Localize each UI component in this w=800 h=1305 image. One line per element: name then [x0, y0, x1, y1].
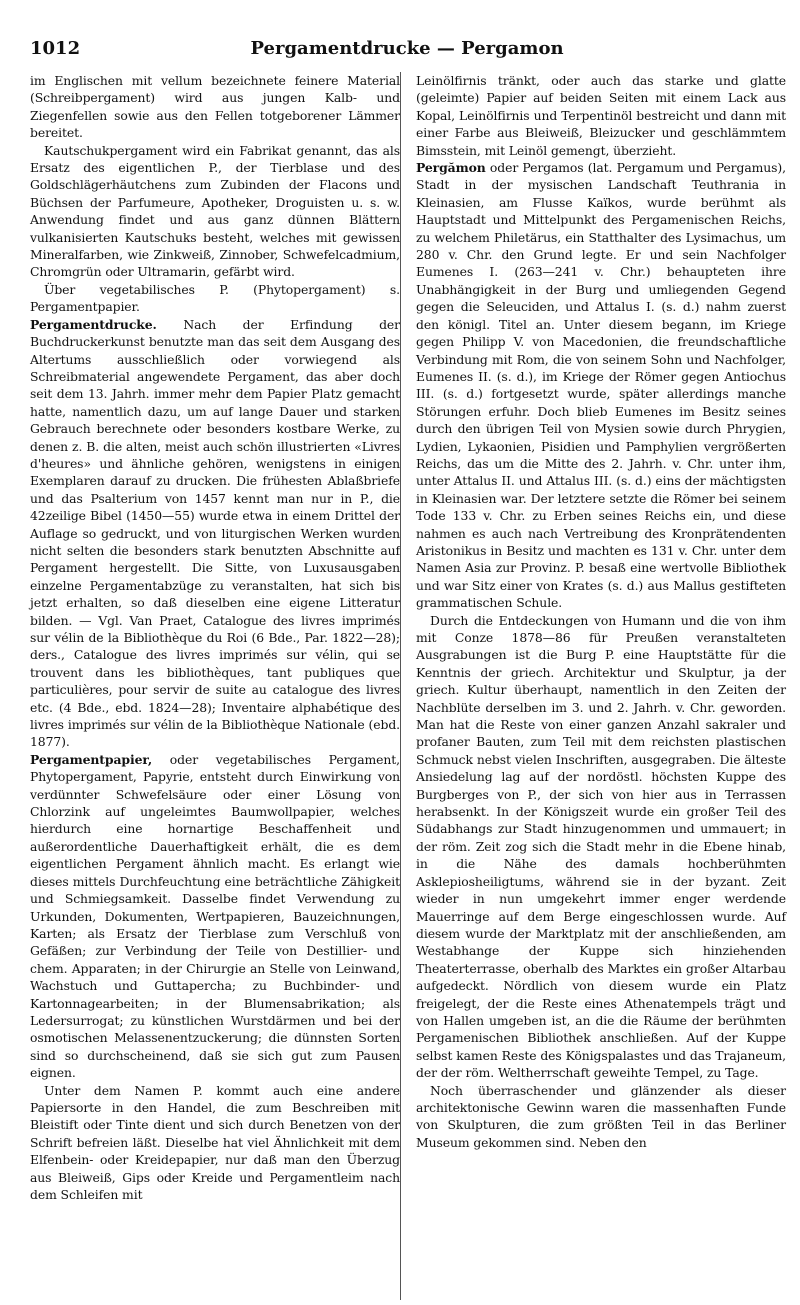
- paragraph-text: Noch überraschender und glänzender als dieser architektonische Gewinn waren die massenhaften Funde von Skulpturen, die zum größten Teil in das Berliner Museum gekommen sind. Neben den: [416, 1082, 786, 1150]
- paragraph: [30, 751, 400, 1082]
- paragraph: [30, 142, 400, 281]
- paragraph: [416, 612, 786, 1082]
- paragraph-text: Über vegetabilisches P. (Phytopergament) s. Pergamentpapier.: [30, 281, 400, 315]
- paragraph: [30, 1082, 400, 1204]
- entry-headword: Pergămon: [416, 160, 486, 176]
- entry-headword: Pergamentdrucke.: [30, 316, 157, 332]
- running-title: Pergamentdrucke — Pergamon: [250, 38, 564, 59]
- paragraph: [416, 72, 786, 159]
- paragraph-text: Nach der Erfindung der Buchdruckerkunst benutzte man das seit dem Ausgang des Altertums ausschließlich oder vorwiegend als Schreibmaterial angewendete Pergament, das aber doch seit dem 13. Jahrh. immer mehr dem Papier Platz gemacht hatte, namentlich dazu, um auf lange Dauer und starken Gebrauch berechnete oder besonders kostbare Werke, zu denen z. B. die alten, meist auch schön illustrierten «Livres d'heures» und ähnliche gehören, wenigstens in einigen Exemplaren darauf zu drucken. Die frühesten Ablaßbriefe und das Psalterium von 1457 kennt man nur in P., die 42zeilige Bibel (1450—55) wurde etwa in einem Drittel der Auflage so gedruckt, und von liturgischen Werken wurden nicht selten die besonders stark benutzten Abschnitte auf Pergament hergestellt. Die Sitte, von Luxusausgaben einzelne Pergamentabzüge zu veranstalten, hat sich bis jetzt erhalten, so daß dieselben eine eigene Litteratur bilden. — Vgl. Van Praet, Catalogue des livres imprimés sur vélin de la Bibliothèque du Roi (6 Bde., Par. 1822—28); ders., Catalogue des livres imprimés sur vélin, qui se trouvent dans les bibliothèques, tant publiques que particulières, pour servir de suite au catalogue des livres etc. (4 Bde., ebd. 1824—28); Inventaire alphabétique des livres imprimés sur vélin de la Bibliothèque Nationale (ebd. 1877).: [30, 316, 400, 750]
- paragraph: [30, 281, 400, 316]
- left-column: [30, 72, 400, 1203]
- paragraph-text: Durch die Entdeckungen von Humann und die von ihm mit Conze 1878—86 für Preußen veranstalteten Ausgrabungen ist die Burg P. eine Hauptstätte für die Kenntnis der griech. Architektur und Skulptur, ja der griech. Kultur überhaupt, namentlich in den Zeiten der Nachblüte derselben im 3. und 2. Jahrh. v. Chr. geworden. Man hat die Reste von einer ganzen Anzahl sakraler und profaner Bauten, zum Teil mit dem reichsten plastischen Schmuck nebst vielen Inschriften, ausgegraben. Die älteste Ansiedelung lag auf der nordöstl. höchsten Kuppe des Burgberges von P., der sich von hier aus in Terrassen herabsenkt. In der Königszeit wurde ein großer Teil des Südabhangs zur Stadt hinzugenommen und ummauert; in der röm. Zeit zog sich die Stadt mehr in die Ebene hinab, in die Nähe des damals hochberühmten Asklepiosheiligtums, während sie in der byzant. Zeit wieder in nun umgekehrt immer enger werdende Mauerringe auf dem Berge eingeschlossen wurde. Auf diesem wurde der Marktplatz mit der anschließenden, am Westabhange der Kuppe sich hinziehenden Theaterterrasse, oberhalb des Marktes ein großer Altarbau aufgedeckt. Nördlich von diesem wurde ein Platz freigelegt, der die Reste eines Athenatempels trägt und von Hallen umgeben ist, an die die Räume der berühmten Pergamenischen Bibliothek anschließen. Auf der Kuppe selbst kamen Reste des Königspalastes und das Trajaneum, der der röm. Weltherrschaft geweihte Tempel, zu Tage.: [416, 612, 786, 1081]
- paragraph: [416, 159, 786, 612]
- paragraph-text: oder vegetabilisches Pergament, Phytopergament, Papyrie, entsteht durch Einwirkung von verdünnter Schwefelsäure oder einer Lösung von Chlorzink auf ungeleimtes Baumwollpapier, welches hierdurch eine hornartige Beschaffenheit und außerordentliche Dauerhaftigkeit erhält, die es dem eigentlichen Pergament ähnlich macht. Es erlangt wie dieses mittels Durchfeuchtung eine beträchtliche Zähigkeit und Schmiegsamkeit. Dasselbe findet Verwendung zu Urkunden, Dokumenten, Wertpapieren, Bauzeichnungen, Karten; als Ersatz der Tierblase zum Verschluß von Gefäßen; zur Verbindung der Teile von Destillier- und chem. Apparaten; in der Chirurgie an Stelle von Leinwand, Wachstuch und Guttapercha; zu Buchbinder- und Kartonnagearbeiten; in der Blumensabrikation; als Ledersurrogat; zu künstlichen Wurstdärmen und bei der osmotischen Melassenentzuckerung; die dünnsten Sorten sind so durchscheinend, daß sie sich gut zum Pausen eignen.: [30, 751, 400, 1081]
- paragraph-text: im Englischen mit vellum bezeichnete feinere Material (Schreibpergament) wird aus jungen Kalb- und Ziegenfellen sowie aus den Fellen totgeborener Lämmer bereitet.: [30, 73, 400, 141]
- entry-headword: Pergamentpapier,: [30, 751, 153, 767]
- page-number: 1012: [30, 38, 81, 59]
- paragraph-text: oder Pergamos (lat. Pergamum und Pergamus), Stadt in der mysischen Landschaft Teuthrania in Kleinasien, am Flusse Kaïkos, wurde berühmt als Hauptstadt und Mittelpunkt des Pergamenischen Reichs, zu welchem Philetärus, ein Statthalter des Lysimachus, um 280 v. Chr. den Grund legte. Er und sein Nachfolger Eumenes I. (263—241 v. Chr.) behaupteten ihre Unabhängigkeit in der Burg und umliegenden Gegend gegen die Seleuciden, und Attalus I. (s. d.) nahm zuerst den königl. Titel an. Unter diesem begann, im Kriege gegen Philipp V. von Macedonien, die freundschaftliche Verbindung mit Rom, die von seinem Sohn und Nachfolger, Eumenes II. (s. d.), im Kriege der Römer gegen Antiochus III. (s. d.) fortgesetzt wurde, später allerdings manche Störungen erfuhr. Doch blieb Eumenes im Besitz seines durch den übrigen Teil von Mysien sowie durch Phrygien, Lydien, Lykaonien, Pisidien und Pamphylien vergrößerten Reichs, das um die Mitte des 2. Jahrh. v. Chr. unter ihm, unter Attalus II. und Attalus III. (s. d.) eins der mächtigsten in Kleinasien war. Der letztere setzte die Römer bei seinem Tode 133 v. Chr. zu Erben seines Reichs ein, und diese nahmen es auch nach Vertreibung des Kronprätendenten Aristonikus in Besitz und machten es 131 v. Chr. unter dem Namen Asia zur Provinz. P. besaß eine wertvolle Bibliothek und war Sitz einer von Krates (s. d.) aus Mallus gestifteten grammatischen Schule.: [416, 160, 786, 611]
- paragraph: [416, 1082, 786, 1152]
- right-column: [416, 72, 786, 1151]
- page-header: [30, 30, 784, 64]
- paragraph-text: Kautschukpergament wird ein Fabrikat genannt, das als Ersatz des eigentlichen P., der Tierblase und des Goldschlägerhäutchens zum Zubinden der Flacons und Büchsen der Parfumeure, Apotheker, Droguisten u. s. w. Anwendung findet und aus ganz dünnen Blättern vulkanisierten Kautschuks besteht, welches mit gewissen Mineralfarben, wie Zinkweiß, Zinnober, Schwefelcadmium, Chromgrün oder Ultramarin, gefärbt wird.: [30, 142, 400, 280]
- paragraph-text: Leinölfirnis tränkt, oder auch das starke und glatte (geleimte) Papier auf beiden Seiten mit einem Lack aus Kopal, Leinölfirnis und Terpentinöl bestreicht und dann mit einer Farbe aus Bleiweiß, Bleizucker und geschlämmtem Bimsstein, mit Leinöl gemengt, überzieht.: [416, 73, 786, 158]
- paragraph: [30, 316, 400, 751]
- paragraph: [30, 72, 400, 142]
- paragraph-text: Unter dem Namen P. kommt auch eine andere Papiersorte in den Handel, die zum Beschreiben mit Bleistift oder Tinte dient und sich durch Benetzen von der Schrift befreien läßt. Dieselbe hat viel Ähnlichkeit mit dem Elfenbein- oder Kreidepapier, nur daß man den Überzug aus Bleiweiß, Gips oder Kreide und Pergamentleim nach dem Schleifen mit: [30, 1082, 400, 1202]
- column-divider: [400, 72, 401, 1300]
